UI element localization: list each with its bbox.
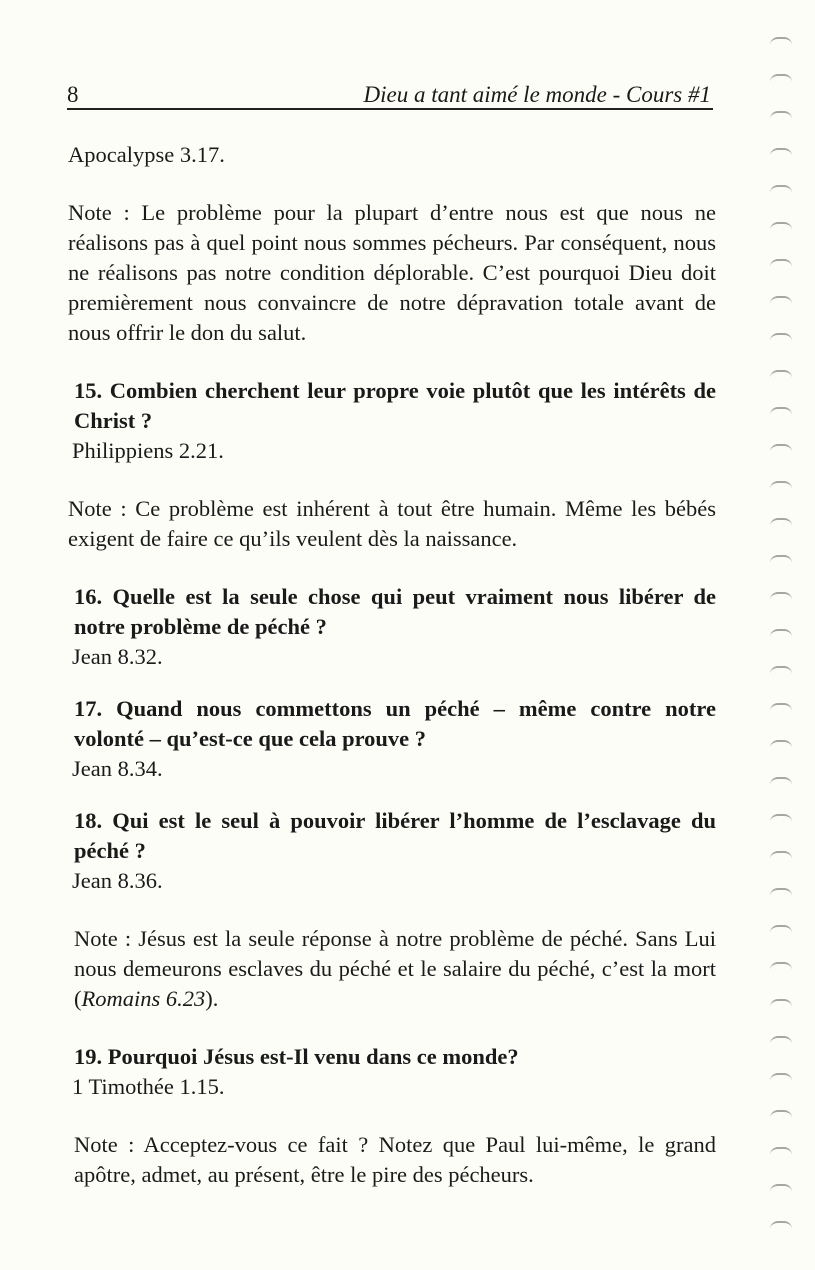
binding-mark-icon [770, 259, 792, 267]
binding-mark-icon [770, 1147, 792, 1155]
note-paragraph: Note : Le problème pour la plupart d’entre nous est que nous ne réalisons pas à quel point nous sommes pécheurs. Par conséquent, nous ne réalisons pas notre condition déplorable. C’est pourquoi Dieu doit premièrement nous convaincre de notre dépravation totale avant de nous offrir le don du salut. [68, 200, 716, 345]
note-paragraph [68, 924, 716, 1014]
binding-mark-icon [770, 37, 792, 45]
binding-mark-icon [770, 518, 792, 526]
scripture-reference: 1 Timothée 1.15. [72, 1074, 225, 1099]
binding-mark-icon [770, 296, 792, 304]
scripture-reference: Jean 8.34. [72, 756, 163, 781]
binding-mark-icon [770, 888, 792, 896]
note-paragraph: Note : Ce problème est inhérent à tout être humain. Même les bébés exigent de faire ce qu’ils veulent dès la naissance. [68, 496, 716, 551]
binding-mark-icon [770, 407, 792, 415]
binding-mark-icon [770, 999, 792, 1007]
binding-mark-icon [770, 1221, 792, 1229]
question-heading: 19. Pourquoi Jésus est-Il venu dans ce monde? [74, 1044, 519, 1069]
scripture-reference: Jean 8.32. [72, 644, 163, 669]
italic-scripture-reference: Romains 6.23 [81, 986, 206, 1011]
question-heading: 17. Quand nous commettons un péché – même contre notre volonté – qu’est-ce que cela prouve ? [74, 696, 716, 751]
question-19 [68, 1042, 716, 1190]
question-heading: 18. Qui est le seul à pouvoir libérer l’homme de l’esclavage du péché ? [74, 808, 716, 863]
scripture-reference: Jean 8.36. [72, 868, 163, 893]
question-heading: 16. Quelle est la seule chose qui peut vraiment nous libérer de notre problème de péché ? [74, 584, 716, 639]
binding-mark-icon [770, 1073, 792, 1081]
binding-mark-icon [770, 444, 792, 452]
binding-mark-icon [770, 629, 792, 637]
scripture-reference: Philippiens 2.21. [72, 438, 224, 463]
running-title: Dieu a tant aimé le monde - Cours #1 [363, 82, 711, 107]
question-16 [68, 582, 716, 672]
binding-mark-icon [770, 740, 792, 748]
question-18 [68, 806, 716, 1014]
binding-mark-icon [770, 1184, 792, 1192]
binding-mark-icon [770, 703, 792, 711]
binding-mark-icon [770, 925, 792, 933]
binding-mark-icon [770, 592, 792, 600]
question-heading: 15. Combien cherchent leur propre voie plutôt que les intérêts de Christ ? [74, 378, 716, 433]
binding-mark-icon [770, 481, 792, 489]
binding-mark-icon [770, 1036, 792, 1044]
question-15 [68, 376, 716, 554]
binding-mark-icon [770, 851, 792, 859]
binding-mark-icon [770, 555, 792, 563]
binding-mark-icon [770, 148, 792, 156]
binding-mark-icon [770, 111, 792, 119]
page-header [67, 80, 713, 110]
binding-mark-icon [770, 1110, 792, 1118]
binding-mark-icon [770, 74, 792, 82]
binding-mark-icon [770, 333, 792, 341]
binding-mark-icon [770, 370, 792, 378]
binding-mark-icon [770, 222, 792, 230]
scripture-reference: Apocalypse 3.17. [68, 142, 225, 167]
question-17 [68, 694, 716, 784]
binding-mark-icon [770, 777, 792, 785]
page-body [68, 140, 716, 1190]
binding-mark-icon [770, 962, 792, 970]
note-text: Note : Jésus est la seule réponse à notre problème de péché. Sans Lui nous demeurons esclaves du péché et le salaire du péché, c’est la mort ( [74, 926, 716, 1011]
binding-mark-icon [770, 666, 792, 674]
note-paragraph: Note : Acceptez-vous ce fait ? Notez que Paul lui-même, le grand apôtre, admet, au présent, être le pire des pécheurs. [74, 1132, 716, 1187]
page-number: 8 [67, 82, 79, 107]
binding-mark-icon [770, 185, 792, 193]
binding-mark-icon [770, 814, 792, 822]
note-text-end: ). [205, 986, 219, 1011]
